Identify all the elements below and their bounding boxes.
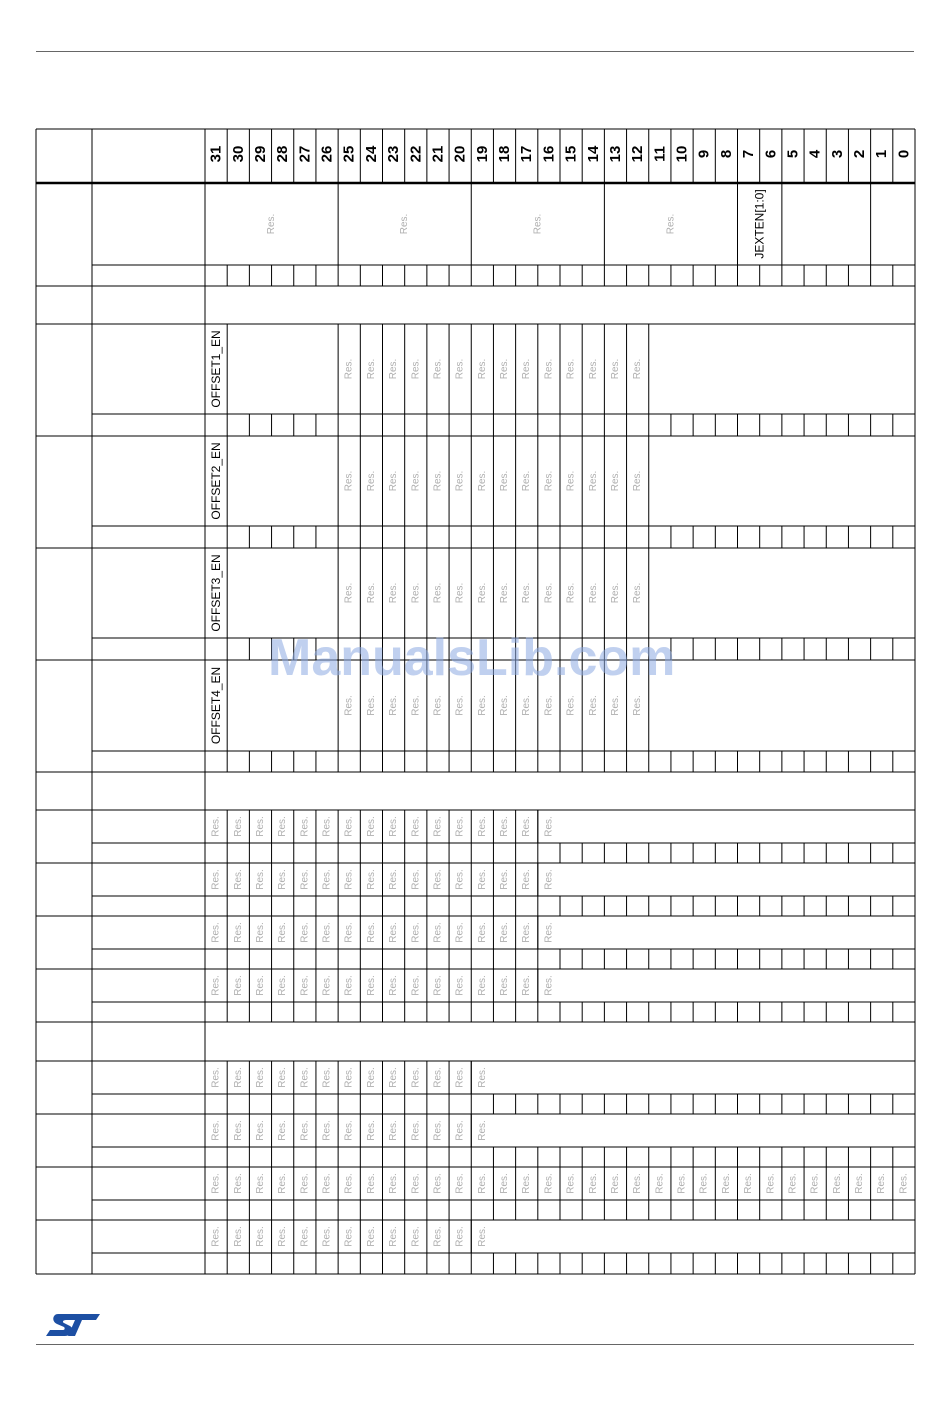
reserved-field: Res.: [299, 869, 311, 890]
reserved-field: Res.: [499, 869, 511, 890]
reserved-field: Res.: [499, 975, 511, 996]
reserved-field: Res.: [365, 695, 377, 716]
reserved-field: Res.: [210, 869, 222, 890]
reserved-field: Res.: [266, 213, 278, 235]
bit-header: 6: [762, 149, 780, 159]
reserved-field: Res.: [543, 922, 555, 943]
reserved-field: Res.: [476, 358, 488, 380]
reserved-field: Res.: [321, 1067, 333, 1088]
reserved-field: Res.: [321, 869, 333, 890]
reserved-field: Res.: [809, 1173, 821, 1194]
reserved-field: Res.: [476, 922, 488, 943]
reserved-field: Res.: [410, 358, 422, 380]
reserved-field: Res.: [587, 582, 599, 604]
reserved-field: Res.: [765, 1173, 777, 1194]
reserved-field: Res.: [210, 1120, 222, 1141]
bit-header: 17: [518, 145, 536, 163]
reserved-field: Res.: [499, 816, 511, 837]
reserved-field: Res.: [454, 1120, 466, 1141]
reserved-field: Res.: [521, 1173, 533, 1194]
reserved-field: Res.: [210, 816, 222, 837]
reserved-field: Res.: [831, 1173, 843, 1194]
reserved-field: Res.: [210, 1226, 222, 1247]
reserved-field: Res.: [521, 922, 533, 943]
bit-header: 11: [651, 146, 669, 162]
reserved-field: Res.: [454, 470, 466, 492]
reserved-field: Res.: [665, 213, 677, 235]
reserved-field: Res.: [609, 1173, 621, 1194]
reserved-field: Res.: [410, 1120, 422, 1141]
watermark: ManualsLib.com: [268, 629, 676, 687]
reserved-field: Res.: [854, 1173, 866, 1194]
reserved-field: Res.: [454, 922, 466, 943]
bit-header: 8: [717, 149, 735, 159]
reserved-field: Res.: [432, 582, 444, 604]
reserved-field: Res.: [388, 869, 400, 890]
reserved-field: Res.: [632, 358, 644, 380]
reserved-field: Res.: [476, 1226, 488, 1247]
reserved-field: Res.: [432, 922, 444, 943]
reserved-field: Res.: [587, 470, 599, 492]
reserved-field: Res.: [365, 869, 377, 890]
reserved-field: Res.: [321, 922, 333, 943]
reserved-field: Res.: [543, 470, 555, 492]
reserved-field: Res.: [299, 922, 311, 943]
field-label: OFFSET3_EN: [209, 554, 224, 632]
reserved-field: Res.: [454, 869, 466, 890]
reserved-field: Res.: [632, 1173, 644, 1194]
reserved-field: Res.: [499, 695, 511, 716]
reserved-field: Res.: [632, 582, 644, 604]
reserved-field: Res.: [587, 1173, 599, 1194]
reserved-field: Res.: [454, 1226, 466, 1247]
reserved-field: Res.: [277, 1173, 289, 1194]
reserved-field: Res.: [565, 695, 577, 716]
reserved-field: Res.: [321, 816, 333, 837]
reserved-field: Res.: [410, 470, 422, 492]
reserved-field: Res.: [432, 1067, 444, 1088]
field-label: OFFSET1_EN: [209, 330, 224, 408]
reserved-field: Res.: [343, 582, 355, 604]
reserved-field: Res.: [232, 1226, 244, 1247]
bit-header: 21: [429, 145, 447, 163]
st-logo-icon: [44, 1312, 102, 1343]
reserved-field: Res.: [210, 975, 222, 996]
reserved-field: Res.: [365, 1226, 377, 1247]
reserved-field: Res.: [432, 975, 444, 996]
reserved-field: Res.: [565, 1173, 577, 1194]
reserved-field: Res.: [277, 1226, 289, 1247]
bit-header: 30: [229, 145, 247, 163]
bit-header: 4: [806, 149, 824, 159]
reserved-field: Res.: [698, 1173, 710, 1194]
reserved-field: Res.: [277, 1067, 289, 1088]
reserved-field: Res.: [410, 1067, 422, 1088]
reserved-field: Res.: [410, 975, 422, 996]
reserved-field: Res.: [432, 1120, 444, 1141]
reserved-field: Res.: [343, 1120, 355, 1141]
bit-header: 3: [828, 149, 846, 159]
reserved-field: Res.: [388, 1226, 400, 1247]
reserved-field: Res.: [410, 816, 422, 837]
bit-header: 1: [873, 149, 891, 159]
reserved-field: Res.: [343, 470, 355, 492]
reserved-field: Res.: [232, 922, 244, 943]
reserved-field: Res.: [476, 695, 488, 716]
reserved-field: Res.: [365, 1067, 377, 1088]
reserved-field: Res.: [365, 1120, 377, 1141]
reserved-field: Res.: [343, 922, 355, 943]
reserved-field: Res.: [521, 816, 533, 837]
reserved-field: Res.: [454, 582, 466, 604]
reserved-field: Res.: [432, 1173, 444, 1194]
bit-header: 0: [895, 149, 913, 159]
reserved-field: Res.: [254, 1067, 266, 1088]
reserved-field: Res.: [232, 1120, 244, 1141]
reserved-field: Res.: [787, 1173, 799, 1194]
reserved-field: Res.: [499, 582, 511, 604]
reserved-field: Res.: [499, 922, 511, 943]
reserved-field: Res.: [277, 1120, 289, 1141]
reserved-field: Res.: [454, 1067, 466, 1088]
reserved-field: Res.: [609, 470, 621, 492]
reserved-field: Res.: [454, 358, 466, 380]
bit-header: 23: [385, 145, 403, 163]
reserved-field: Res.: [321, 1120, 333, 1141]
reserved-field: Res.: [343, 695, 355, 716]
reserved-field: Res.: [432, 869, 444, 890]
reserved-field: Res.: [632, 695, 644, 716]
reserved-field: Res.: [365, 582, 377, 604]
reserved-field: Res.: [565, 358, 577, 380]
reserved-field: Res.: [365, 1173, 377, 1194]
reserved-field: Res.: [388, 358, 400, 380]
bit-header: 18: [496, 145, 514, 163]
bit-header: 10: [673, 145, 691, 163]
reserved-field: Res.: [609, 582, 621, 604]
bit-header: 26: [318, 145, 336, 163]
reserved-field: Res.: [720, 1173, 732, 1194]
reserved-field: Res.: [454, 1173, 466, 1194]
reserved-field: Res.: [432, 695, 444, 716]
reserved-field: Res.: [543, 869, 555, 890]
reserved-field: Res.: [299, 816, 311, 837]
reserved-field: Res.: [454, 975, 466, 996]
reserved-field: Res.: [365, 358, 377, 380]
reserved-field: Res.: [543, 1173, 555, 1194]
reserved-field: Res.: [676, 1173, 688, 1194]
reserved-field: Res.: [432, 358, 444, 380]
reserved-field: Res.: [543, 358, 555, 380]
reserved-field: Res.: [388, 470, 400, 492]
reserved-field: Res.: [232, 1067, 244, 1088]
reserved-field: Res.: [521, 975, 533, 996]
reserved-field: Res.: [254, 1120, 266, 1141]
reserved-field: Res.: [521, 695, 533, 716]
reserved-field: Res.: [632, 470, 644, 492]
bit-header: 5: [784, 149, 802, 159]
reserved-field: Res.: [277, 816, 289, 837]
reserved-field: Res.: [254, 975, 266, 996]
reserved-field: Res.: [476, 582, 488, 604]
reserved-field: Res.: [543, 975, 555, 996]
reserved-field: Res.: [476, 975, 488, 996]
reserved-field: Res.: [388, 1173, 400, 1194]
reserved-field: Res.: [365, 470, 377, 492]
reserved-field: Res.: [476, 470, 488, 492]
reserved-field: Res.: [454, 695, 466, 716]
reserved-field: Res.: [277, 869, 289, 890]
reserved-field: Res.: [343, 869, 355, 890]
bit-header: 13: [606, 145, 624, 163]
reserved-field: Res.: [254, 1173, 266, 1194]
reserved-field: Res.: [365, 975, 377, 996]
reserved-field: Res.: [565, 582, 577, 604]
reserved-field: Res.: [343, 358, 355, 380]
bit-header: 12: [629, 145, 647, 163]
bit-header: 31: [207, 145, 225, 163]
field-label: OFFSET4_EN: [209, 666, 224, 745]
reserved-field: Res.: [388, 816, 400, 837]
reserved-field: Res.: [609, 358, 621, 380]
reserved-field: Res.: [543, 816, 555, 837]
reserved-field: Res.: [410, 582, 422, 604]
reserved-field: Res.: [299, 975, 311, 996]
bit-header: 20: [451, 145, 469, 163]
bit-header: 27: [296, 145, 314, 163]
reserved-field: Res.: [543, 582, 555, 604]
reserved-field: Res.: [321, 1226, 333, 1247]
reserved-field: Res.: [343, 1173, 355, 1194]
reserved-field: Res.: [277, 922, 289, 943]
reserved-field: Res.: [432, 470, 444, 492]
reserved-field: Res.: [210, 1067, 222, 1088]
reserved-field: Res.: [499, 470, 511, 492]
reserved-field: Res.: [532, 213, 544, 235]
bit-header: 28: [274, 145, 292, 163]
field-label: JEXTEN[1:0]: [752, 189, 767, 259]
bit-header: 7: [740, 149, 758, 159]
reserved-field: Res.: [254, 816, 266, 837]
bit-header: 9: [695, 149, 713, 159]
reserved-field: Res.: [299, 1067, 311, 1088]
bit-header: 15: [562, 145, 580, 163]
reserved-field: Res.: [343, 1067, 355, 1088]
bit-header: 14: [584, 145, 602, 163]
reserved-field: Res.: [299, 1120, 311, 1141]
reserved-field: Res.: [410, 1173, 422, 1194]
reserved-field: Res.: [321, 1173, 333, 1194]
reserved-field: Res.: [410, 922, 422, 943]
reserved-field: Res.: [388, 922, 400, 943]
reserved-field: Res.: [432, 1226, 444, 1247]
reserved-field: Res.: [476, 869, 488, 890]
reserved-field: Res.: [476, 1173, 488, 1194]
reserved-field: Res.: [388, 1067, 400, 1088]
reserved-field: Res.: [476, 1120, 488, 1141]
bit-header: 24: [362, 145, 380, 163]
reserved-field: Res.: [210, 922, 222, 943]
reserved-field: Res.: [210, 1173, 222, 1194]
reserved-field: Res.: [365, 816, 377, 837]
reserved-field: Res.: [365, 922, 377, 943]
bit-header: 2: [851, 149, 869, 159]
reserved-field: Res.: [898, 1173, 910, 1194]
reserved-field: Res.: [521, 470, 533, 492]
reserved-field: Res.: [299, 1173, 311, 1194]
reserved-field: Res.: [476, 816, 488, 837]
reserved-field: Res.: [232, 816, 244, 837]
reserved-field: Res.: [521, 582, 533, 604]
bit-header: 22: [407, 145, 425, 163]
reserved-field: Res.: [876, 1173, 888, 1194]
reserved-field: Res.: [343, 975, 355, 996]
reserved-field: Res.: [410, 695, 422, 716]
reserved-field: Res.: [254, 1226, 266, 1247]
reserved-field: Res.: [277, 975, 289, 996]
reserved-field: Res.: [232, 1173, 244, 1194]
reserved-field: Res.: [609, 695, 621, 716]
reserved-field: Res.: [454, 816, 466, 837]
reserved-field: Res.: [232, 975, 244, 996]
reserved-field: Res.: [543, 695, 555, 716]
reserved-field: Res.: [432, 816, 444, 837]
reserved-field: Res.: [388, 695, 400, 716]
bit-header: 25: [340, 145, 358, 163]
reserved-field: Res.: [388, 975, 400, 996]
reserved-field: Res.: [343, 816, 355, 837]
reserved-field: Res.: [499, 358, 511, 380]
reserved-field: Res.: [254, 869, 266, 890]
bit-header: 19: [473, 145, 491, 163]
reserved-field: Res.: [476, 1067, 488, 1088]
reserved-field: Res.: [254, 922, 266, 943]
reserved-field: Res.: [321, 975, 333, 996]
reserved-field: Res.: [388, 1120, 400, 1141]
bit-header: 29: [251, 145, 269, 163]
reserved-field: Res.: [565, 470, 577, 492]
reserved-field: Res.: [410, 869, 422, 890]
reserved-field: Res.: [232, 869, 244, 890]
reserved-field: Res.: [399, 213, 411, 235]
reserved-field: Res.: [587, 695, 599, 716]
reserved-field: Res.: [743, 1173, 755, 1194]
reserved-field: Res.: [343, 1226, 355, 1247]
reserved-field: Res.: [521, 869, 533, 890]
reserved-field: Res.: [299, 1226, 311, 1247]
field-label: OFFSET2_EN: [209, 442, 224, 520]
bit-header: 16: [540, 145, 558, 163]
reserved-field: Res.: [388, 582, 400, 604]
reserved-field: Res.: [654, 1173, 666, 1194]
reserved-field: Res.: [587, 358, 599, 380]
reserved-field: Res.: [521, 358, 533, 380]
reserved-field: Res.: [499, 1173, 511, 1194]
reserved-field: Res.: [410, 1226, 422, 1247]
